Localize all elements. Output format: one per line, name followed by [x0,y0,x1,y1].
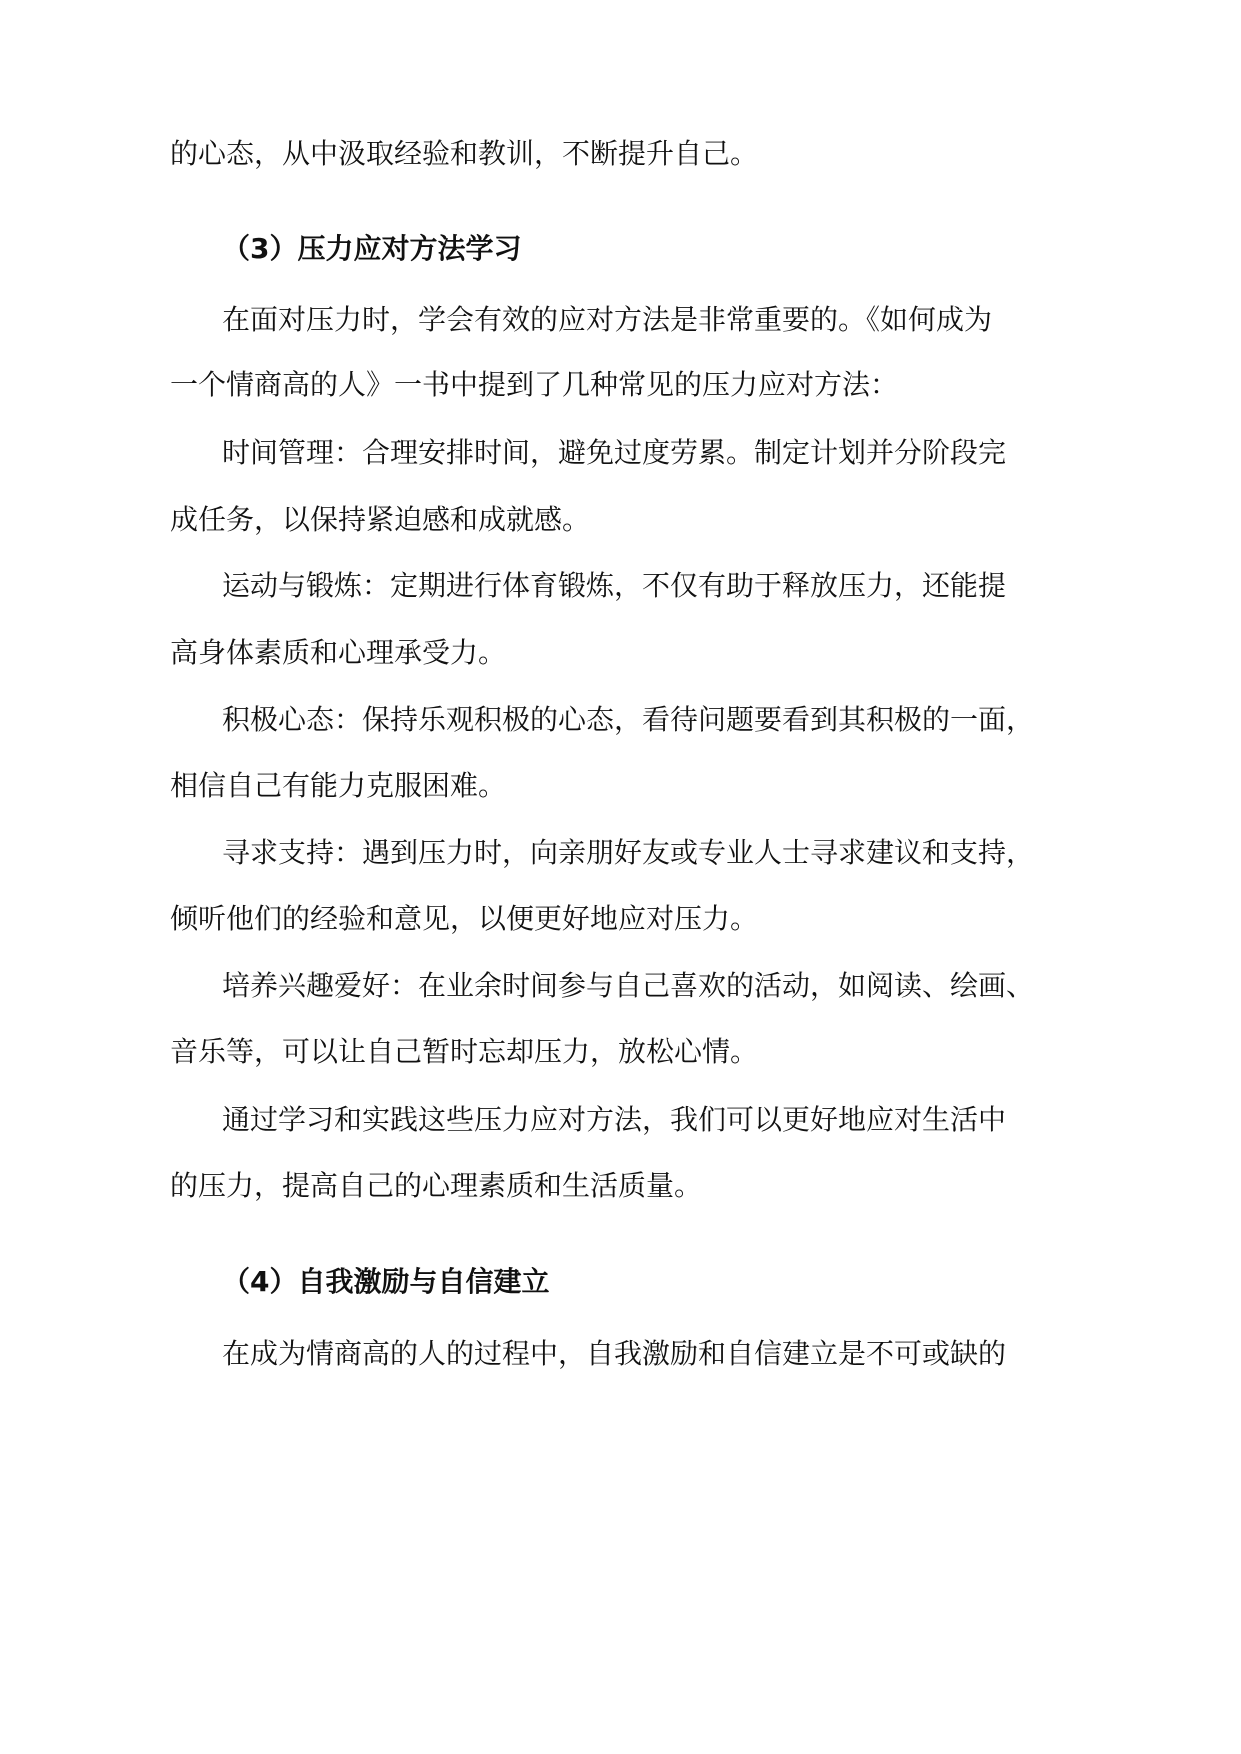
paragraph-line: 运动与锻炼：定期进行体育锻炼，不仅有助于释放压力，还能提 [222,569,1007,602]
paragraph-line: 成任务，以保持紧迫感和成就感。 [170,503,591,536]
section-heading-3: （3）压力应对方法学习 [222,232,522,265]
paragraph-line: 倾听他们的经验和意见，以便更好地应对压力。 [170,902,759,935]
paragraph-line: 相信自己有能力克服困难。 [170,769,507,802]
paragraph-line: 高身体素质和心理承受力。 [170,636,507,669]
paragraph-line: 一个情商高的人》一书中提到了几种常见的压力应对方法： [170,368,899,401]
section-heading-4: （4）自我激励与自信建立 [222,1265,550,1298]
paragraph-line: 在面对压力时，学会有效的应对方法是非常重要的。《如何成为 [222,303,993,336]
paragraph-line: 通过学习和实践这些压力应对方法，我们可以更好地应对生活中 [222,1103,1007,1136]
paragraph-line: 积极心态：保持乐观积极的心态，看待问题要看到其积极的一面， [222,703,1035,736]
paragraph-line: 寻求支持：遇到压力时，向亲朋好友或专业人士寻求建议和支持， [222,836,1035,869]
paragraph-line: 在成为情商高的人的过程中，自我激励和自信建立是不可或缺的 [222,1337,1007,1370]
paragraph-line: 的压力，提高自己的心理素质和生活质量。 [170,1169,703,1202]
paragraph-line: 时间管理：合理安排时间，避免过度劳累。制定计划并分阶段完 [222,436,1007,469]
paragraph-line: 培养兴趣爱好：在业余时间参与自己喜欢的活动，如阅读、绘画、 [222,969,1035,1002]
paragraph-continuation-line: 的心态，从中汲取经验和教训，不断提升自己。 [170,137,759,170]
paragraph-line: 音乐等，可以让自己暂时忘却压力，放松心情。 [170,1035,759,1068]
